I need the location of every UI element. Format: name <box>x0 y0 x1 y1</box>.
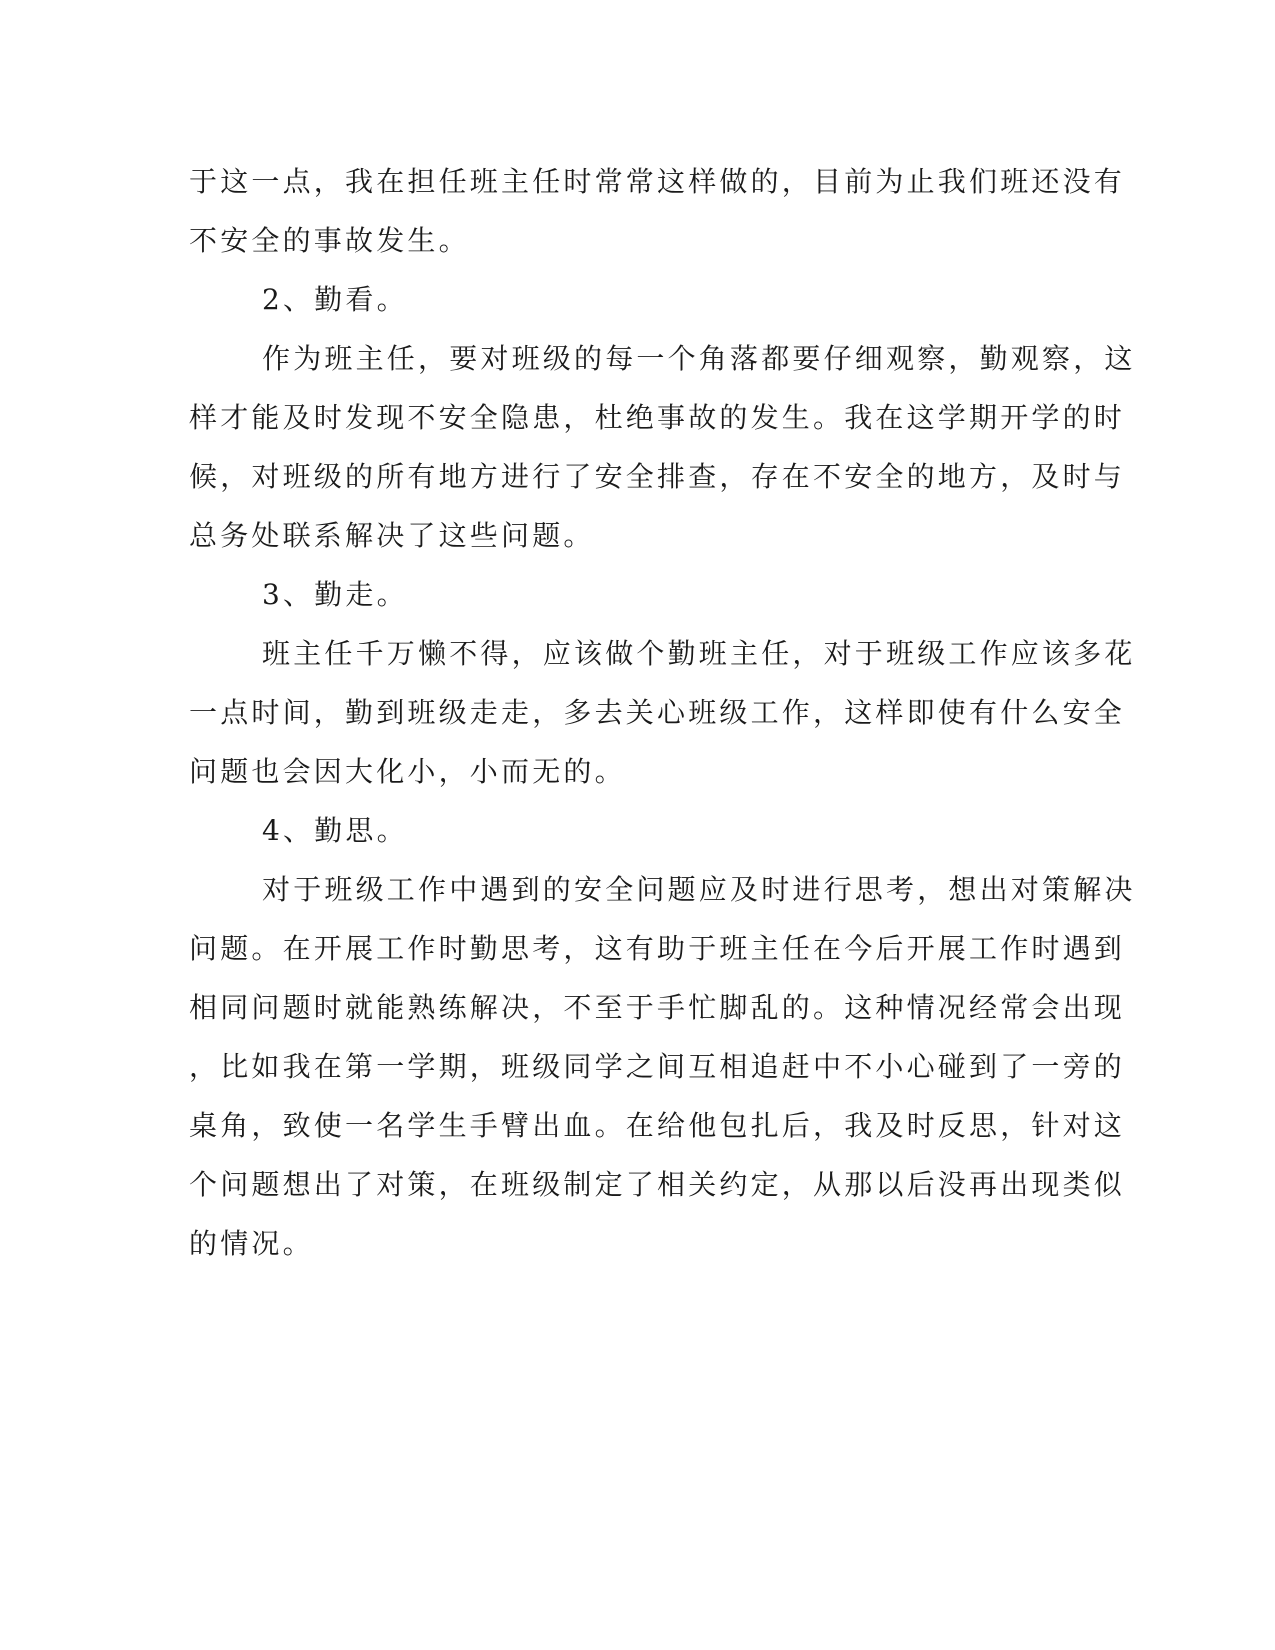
text-line: 一点时间，勤到班级走走，多去关心班级工作，这样即使有什么安全 <box>189 696 1126 729</box>
text-line: 相同问题时就能熟练解决，不至于手忙脚乱的。这种情况经常会出现 <box>189 991 1126 1024</box>
text-line: 不安全的事故发生。 <box>189 224 470 257</box>
text-line: ，比如我在第一学期，班级同学之间互相追赶中不小心碰到了一旁的 <box>189 1050 1126 1083</box>
section-heading: 4、勤思。 <box>262 814 408 847</box>
text-line: 个问题想出了对策，在班级制定了相关约定，从那以后没再出现类似 <box>189 1168 1126 1201</box>
text-line: 的情况。 <box>189 1227 314 1260</box>
text-line: 作为班主任，要对班级的每一个角落都要仔细观察，勤观察，这 <box>262 342 1136 375</box>
text-line: 班主任千万懒不得，应该做个勤班主任，对于班级工作应该多花 <box>262 637 1136 670</box>
text-line: 总务处联系解决了这些问题。 <box>189 519 595 552</box>
section-heading: 3、勤走。 <box>262 578 408 611</box>
text-line: 问题也会因大化小，小而无的。 <box>189 755 626 788</box>
text-line: 问题。在开展工作时勤思考，这有助于班主任在今后开展工作时遇到 <box>189 932 1126 965</box>
text-line: 于这一点，我在担任班主任时常常这样做的，目前为止我们班还没有 <box>189 165 1126 198</box>
text-line: 桌角，致使一名学生手臂出血。在给他包扎后，我及时反思，针对这 <box>189 1109 1126 1142</box>
text-line: 候，对班级的所有地方进行了安全排查，存在不安全的地方，及时与 <box>189 460 1126 493</box>
text-line: 样才能及时发现不安全隐患，杜绝事故的发生。我在这学期开学的时 <box>189 401 1126 434</box>
section-heading: 2、勤看。 <box>262 283 408 316</box>
text-line: 对于班级工作中遇到的安全问题应及时进行思考，想出对策解决 <box>262 873 1136 906</box>
